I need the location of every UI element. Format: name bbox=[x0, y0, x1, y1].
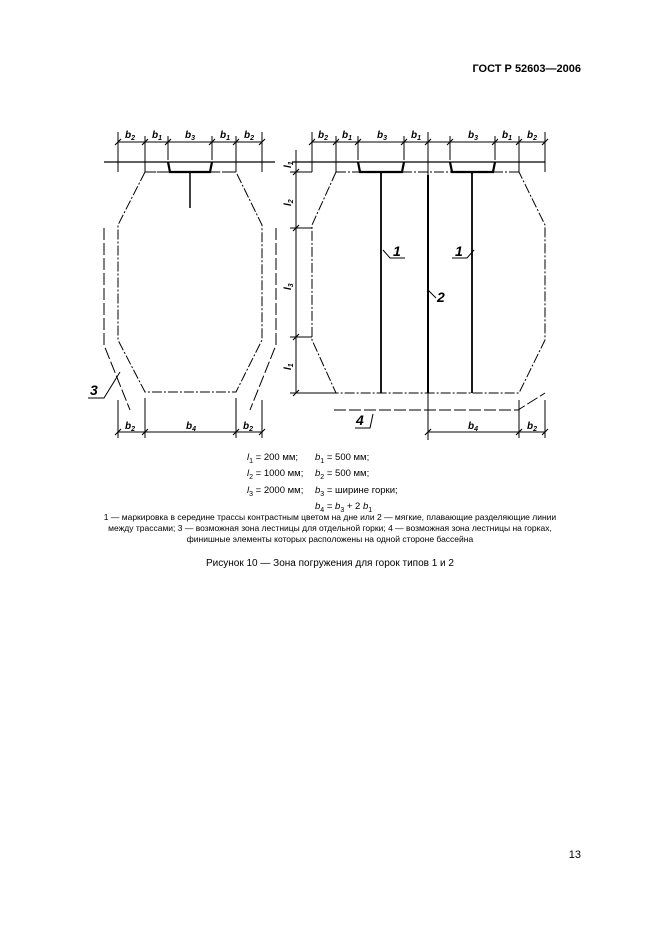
dim-b1-left-2: $b_1$ bbox=[220, 130, 231, 142]
callout-3: 3 bbox=[90, 382, 98, 398]
dim-b3-right-2: $b_3$ bbox=[468, 130, 479, 142]
legend-row: $b_4 = b_3 + 2$ $b_1$ bbox=[315, 501, 373, 515]
dim-l3: $l_3$ bbox=[283, 283, 295, 290]
dim-b2-left: $b_2$ bbox=[125, 130, 136, 142]
page-number: 13 bbox=[568, 849, 581, 861]
dim-b1-right: $b_1$ bbox=[342, 130, 353, 142]
legend-row: $l_2 = 1000$ мм; $b_2 = 500$ мм; bbox=[247, 468, 370, 482]
callout-1-right: 1 bbox=[455, 243, 463, 259]
dim-l1-bottom: $l_1$ bbox=[283, 363, 295, 370]
callout-1-left: 1 bbox=[393, 243, 401, 259]
callout-4: 4 bbox=[356, 412, 364, 428]
dim-b3-right: $b_3$ bbox=[377, 130, 388, 142]
dim-b1-left: $b_1$ bbox=[152, 130, 163, 142]
dim-b2-bottom-left: $b_2$ bbox=[125, 421, 136, 433]
legend-row: $l_3 = 2000$ мм; $b_3$ = ширине горки; bbox=[247, 484, 398, 498]
right-slide-zone bbox=[290, 132, 545, 440]
figure-legend-text: 1 — маркировка в середине трассы контрастным цветом на дне или 2 — мягкие, плавающие разделяющие линии между трассами; 3 — возможная зона лестницы для отдельной горки; 4 — возможная зона лестницы на горках, финишные элементы которых расположены на одной стороне бассейна bbox=[103, 512, 557, 544]
dim-b2-right-2: $b_2$ bbox=[527, 130, 538, 142]
dim-b3-left: $b_3$ bbox=[185, 130, 196, 142]
figure-title: Рисунок 10 — Зона погружения для горок типов 1 и 2 bbox=[205, 558, 454, 569]
dim-b2-bottom-right: $b_2$ bbox=[527, 421, 538, 433]
standard-header: ГОСТ Р 52603—2006 bbox=[472, 63, 581, 75]
dim-b1-right-2: $b_1$ bbox=[411, 130, 422, 142]
dim-l1-top: $l_1$ bbox=[283, 161, 295, 168]
dimension-legend bbox=[247, 452, 398, 518]
dim-l2: $l_2$ bbox=[283, 199, 295, 206]
left-slide-zone bbox=[88, 132, 276, 438]
dim-b1-right-3: $b_1$ bbox=[502, 130, 513, 142]
callout-2: 2 bbox=[437, 289, 445, 305]
dim-b2-bottom-left-2: $b_2$ bbox=[243, 421, 254, 433]
dim-b2-right: $b_2$ bbox=[318, 130, 329, 142]
legend-row: $l_1 = 200$ мм; $b_1 = 500$ мм; bbox=[247, 452, 370, 465]
dim-b4-bottom-right: $b_4$ bbox=[468, 421, 479, 433]
dim-b2-left-2: $b_2$ bbox=[244, 130, 255, 142]
technical-drawing bbox=[0, 0, 661, 460]
dim-b4-bottom-left: $b_4$ bbox=[186, 421, 197, 433]
